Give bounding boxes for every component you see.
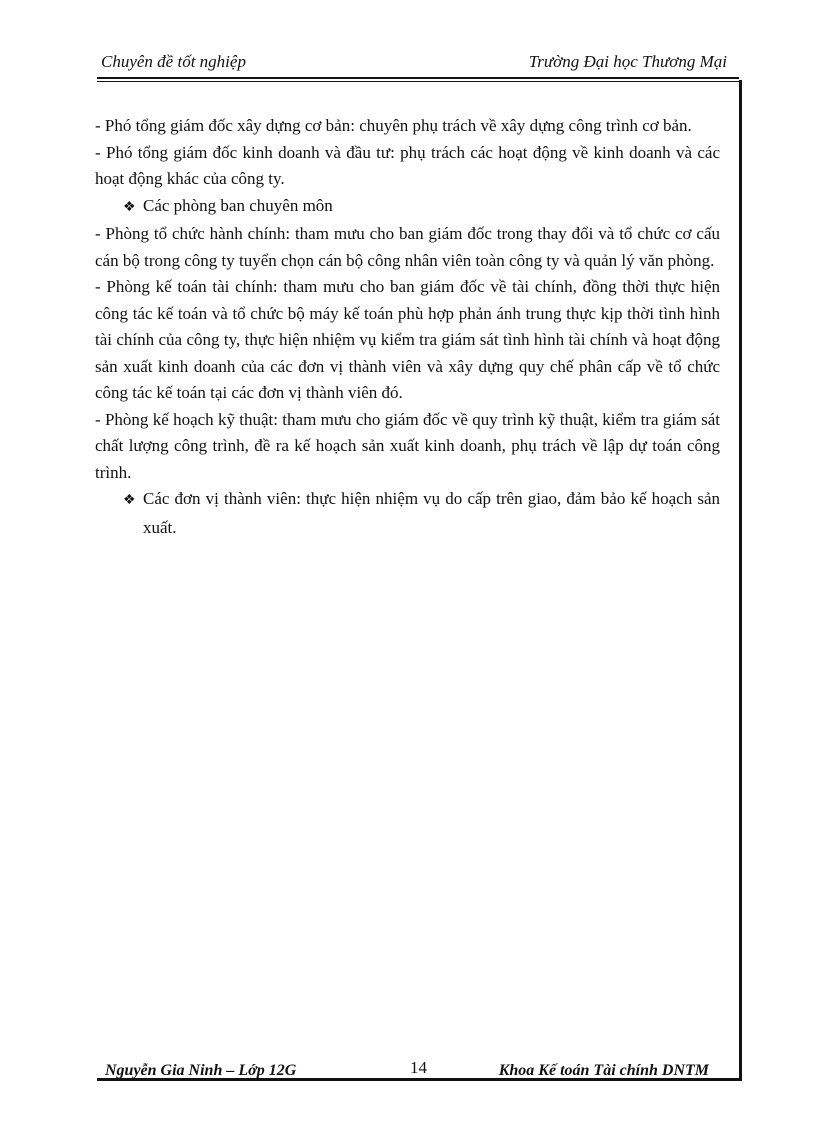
page-number: 14 bbox=[410, 1058, 427, 1077]
bullet-member-units bbox=[95, 486, 720, 541]
header-left-title: Chuyên đề tốt nghiệp bbox=[101, 52, 246, 71]
header-rule-thin bbox=[97, 81, 739, 82]
body-content bbox=[95, 113, 720, 541]
paragraph-planning-department: - Phòng kế hoạch kỹ thuật: tham mưu cho giám đốc về quy trình kỹ thuật, kiểm tra giám sát chất lượng công trình, đề ra kế hoạch sản xuất kinh doanh, phụ trách về lập dự toán công trình. bbox=[95, 409, 720, 482]
diamond-bullet-icon: ❖ bbox=[123, 199, 136, 215]
bullet-departments-text: Các phòng ban chuyên môn bbox=[143, 195, 333, 215]
bullet-member-units-text: Các đơn vị thành viên: thực hiện nhiệm vụ do cấp trên giao, đảm bảo kế hoạch sản xuất. bbox=[143, 489, 720, 537]
paragraph-deputy-construction: - Phó tổng giám đốc xây dựng cơ bản: chuyên phụ trách về xây dựng công trình cơ bản. bbox=[95, 116, 692, 135]
page-border-right bbox=[739, 80, 742, 1080]
footer-faculty: Khoa Kế toán Tài chính DNTM bbox=[498, 1062, 709, 1079]
page-header bbox=[97, 48, 737, 78]
diamond-bullet-icon: ❖ bbox=[123, 493, 136, 508]
bullet-departments bbox=[95, 193, 720, 222]
header-right-title: Trường Đại học Thương Mại bbox=[528, 52, 727, 71]
paragraph-admin-department: - Phòng tổ chức hành chính: tham mưu cho ban giám đốc trong thay đổi và tổ chức cơ cấu cán bộ trong công ty tuyển chọn cán bộ công nhân viên toàn công ty và quản lý văn phòng. bbox=[95, 224, 720, 270]
paragraph-deputy-business: - Phó tổng giám đốc kinh doanh và đầu tư: phụ trách các hoạt động về kinh doanh và các hoạt động khác của công ty. bbox=[95, 142, 720, 188]
page-footer bbox=[97, 1058, 737, 1082]
header-rule bbox=[97, 77, 739, 79]
footer-author: Nguyễn Gia Ninh – Lớp 12G bbox=[105, 1062, 297, 1079]
paragraph-finance-department: - Phòng kế toán tài chính: tham mưu cho ban giám đốc về tài chính, đồng thời thực hiện công tác kế toán và tổ chức bộ máy kế toán phù hợp phản ánh trung thực kịp thời tình hình tài chính của công ty, thực hiện nhiệm vụ kiểm tra giám sát tình hình tài chính và hoạt động sản xuất kinh doanh của các đơn vị thành viên và xây dựng quy chế phân cấp về tổ chức công tác kế toán tại các đơn vị thành viên đó. bbox=[95, 277, 720, 402]
